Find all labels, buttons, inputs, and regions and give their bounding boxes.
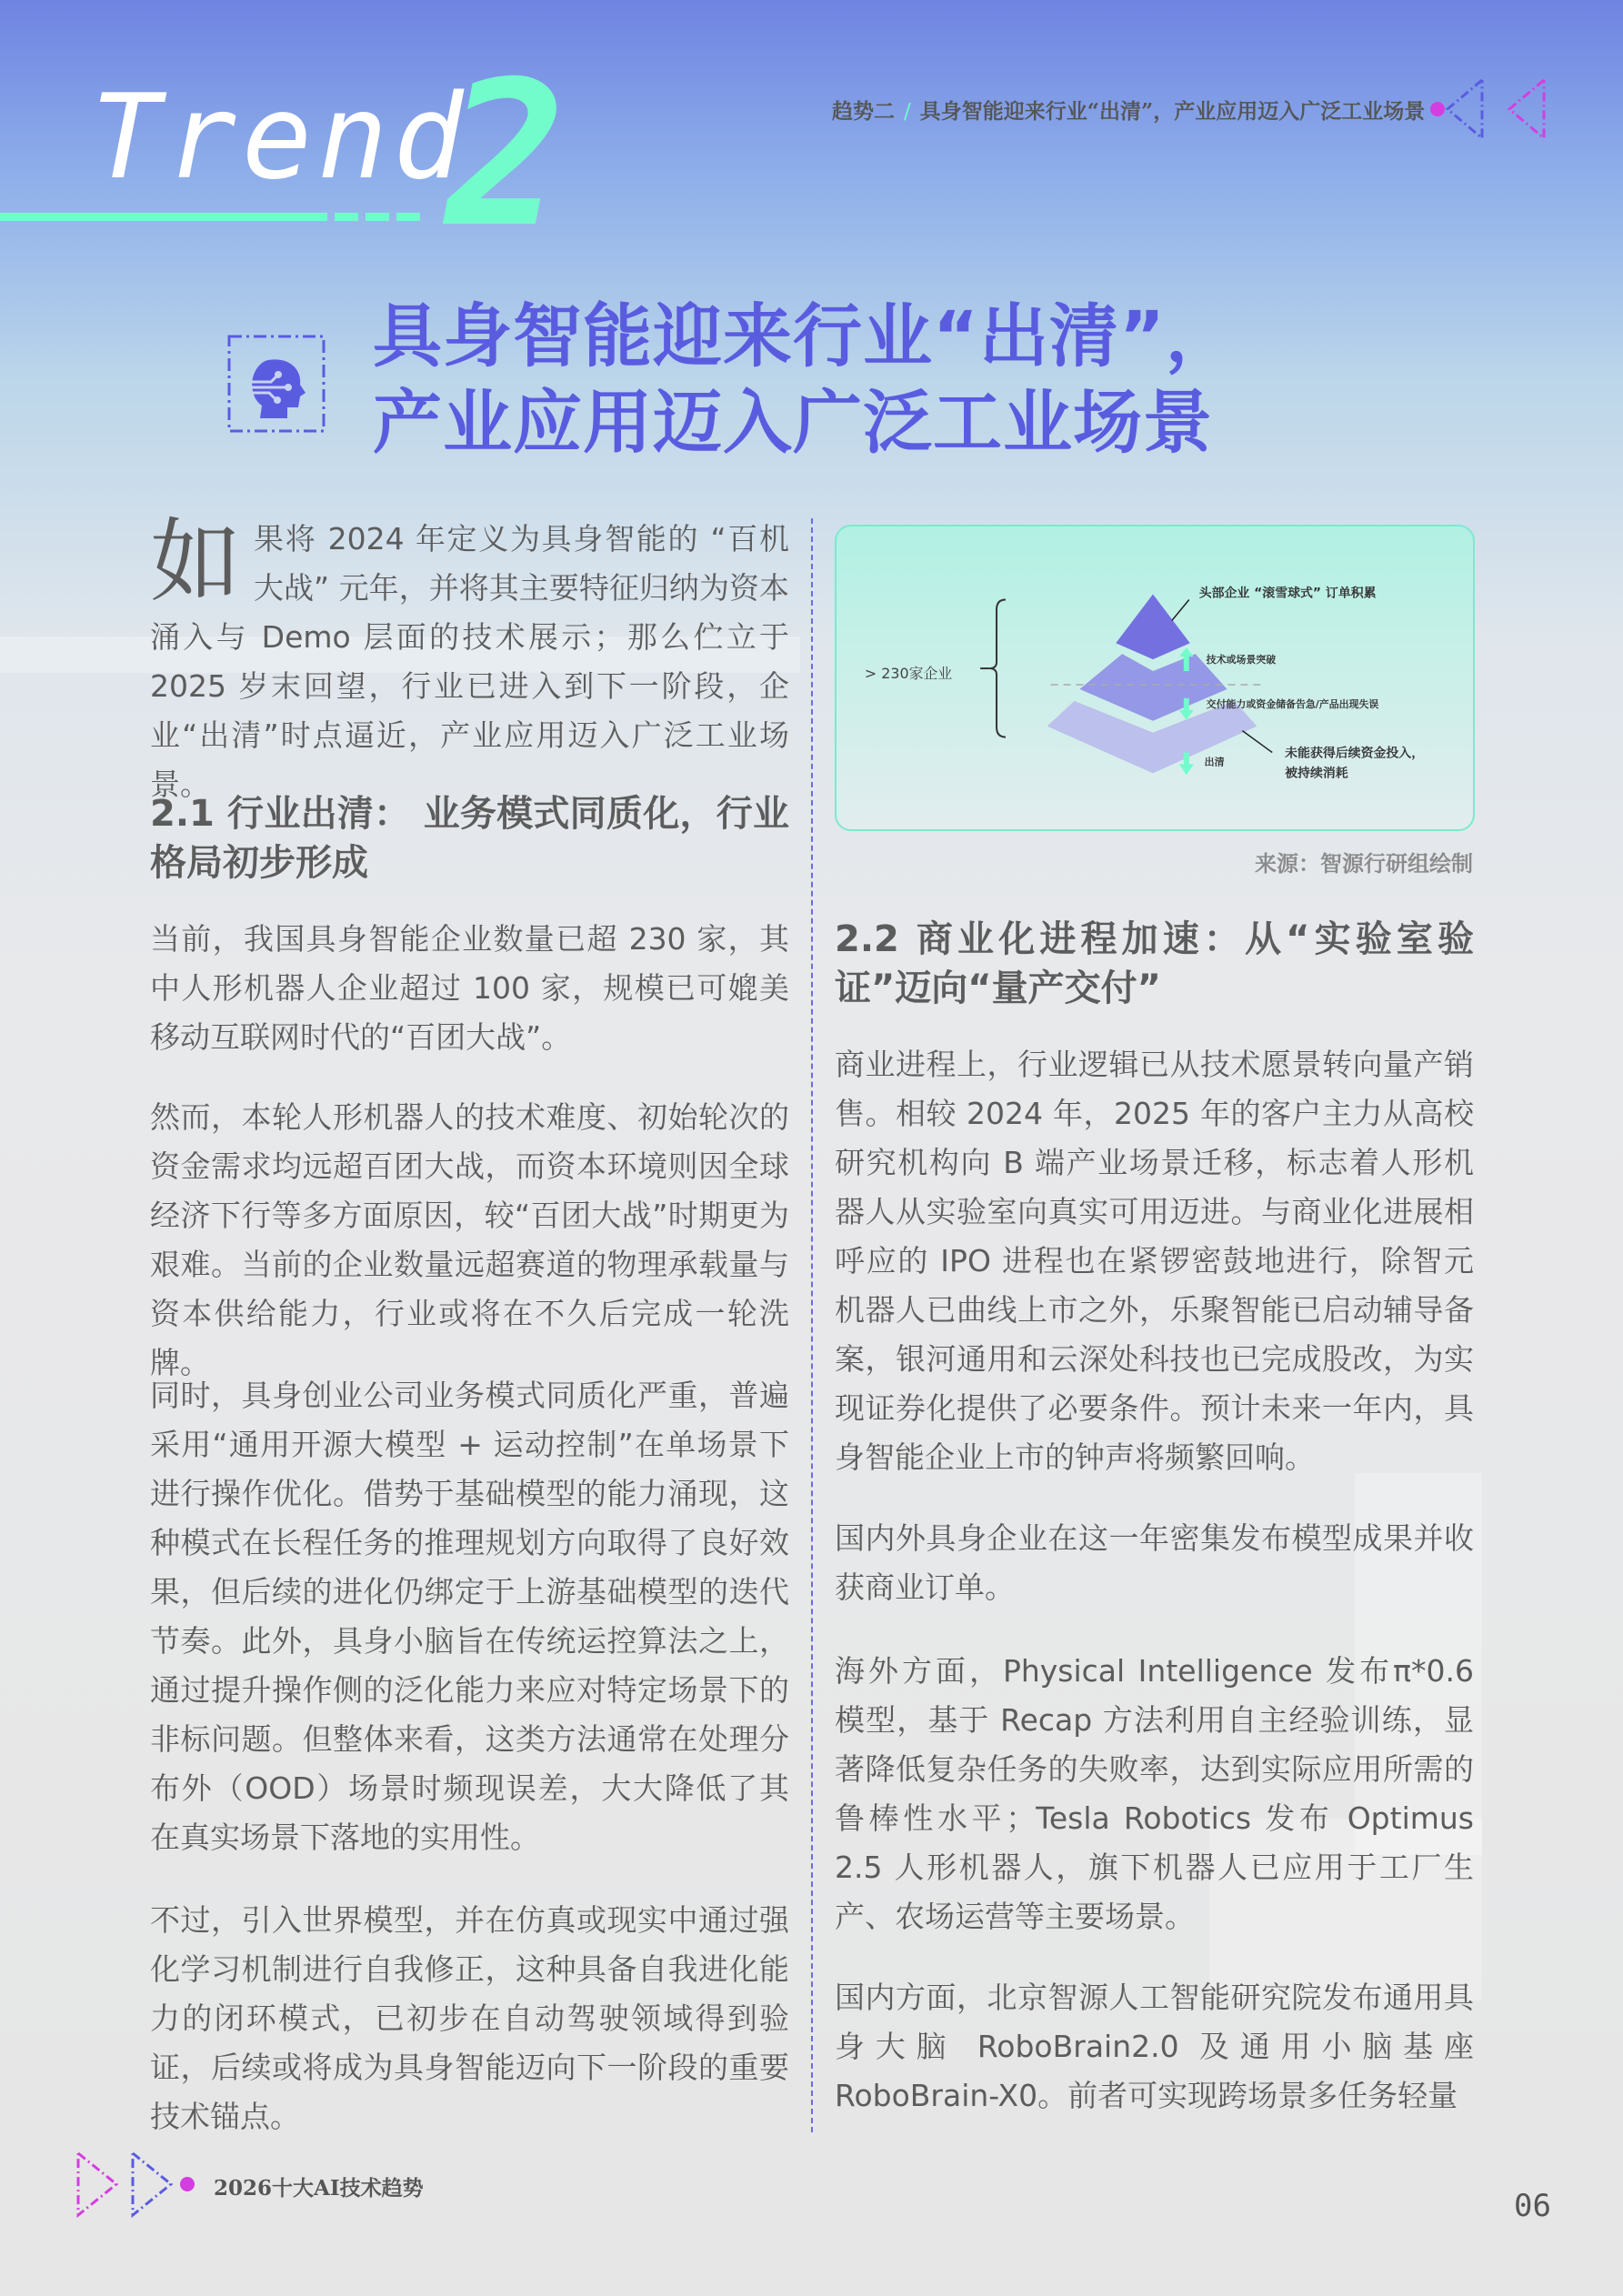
- page-title-line-1: 具身智能迎来行业“出清”，: [373, 296, 1236, 376]
- pyramid-top-tier: [1116, 595, 1190, 660]
- footer-report-title: 2026十大AI技术趋势: [214, 2176, 424, 2201]
- section-heading-2-1: 2.1 行业出清： 业务模式同质化，行业格局初步形成: [150, 793, 789, 884]
- column-divider: [811, 518, 813, 2132]
- paragraph: 同时，具身创业公司业务模式同质化严重，普遍采用“通用开源大模型 + 运动控制”在单场景下进行操作优化。借势于基础模型的能力涌现，这种模式在长程任务的推理规划方向取得了良好效果，但后续的进化仍绑定于上游基础模型的迭代节奏。此外，具身小脑旨在传统运控算法之上，通过提升操作侧的泛化能力来应对特定场景下的非标问题。但整体来看，这类方法通常在处理分布外（OOD）场景时频现误差，大大降低了其在真实场景下落地的实用性。: [150, 1378, 789, 1855]
- running-header: [832, 95, 1425, 125]
- pyramid-figure: [835, 525, 1475, 831]
- pyramid-middle-tier: [1079, 654, 1227, 721]
- page-number: 06: [1514, 2188, 1551, 2224]
- separator: /: [904, 100, 911, 124]
- intro-text: 果将 2024 年定义为具身智能的 “百机大战” 元年，并将其主要特征归纳为资本涌入与 Demo 层面的技术展示；那么伫立于 2025 岁末回望，行业已进入到下一阶段，企业“出清”时点逼近，产业应用迈入广泛工业场景。: [150, 521, 789, 802]
- bracket-label: > 230家企业: [864, 664, 953, 682]
- paragraph: 当前，我国具身智能企业数量已超 230 家，其中人形机器人企业超过 100 家，规模已可媲美移动互联网时代的“百团大战”。: [150, 921, 789, 1055]
- exit-label: 出清: [1204, 756, 1225, 768]
- paragraph: 国内外具身企业在这一年密集发布模型成果并收获商业订单。: [835, 1520, 1474, 1605]
- side-label-2: 被持续消耗: [1285, 766, 1348, 781]
- paragraph: 海外方面，Physical Intelligence 发布π*0.6 模型，基于 Recap 方法利用自主经验训练，显著降低复杂任务的失败率，达到实际应用所需的鲁棒性水平；Tesla Robotics 发布 Optimus 2.5 人形机器人，旗下机器人已应用于工厂生产、农场运营等主要场景。: [835, 1653, 1474, 1934]
- header-underline: [0, 213, 327, 221]
- footer-arrow-icon: [75, 2150, 202, 2219]
- pyramid-diagram: [837, 526, 1473, 829]
- paragraph: 商业进程上，行业逻辑已从技术愿景转向量产销售。相较 2024 年，2025 年的客户主力从高校研究机构向 B 端产业场景迁移，标志着人形机器人从实验室向真实可用迈进。与商业化进展相呼应的 IPO 进程也在紧锣密鼓地进行，除智元机器人已曲线上市之外，乐聚智能已启动辅导备案，银河通用和云深处科技也已完成股改，为实现证券化提供了必要条件。预计未来一年内，具身智能企业上市的钟声将频繁回响。: [835, 1047, 1474, 1475]
- drop-cap: 如: [150, 508, 241, 615]
- leader-line: [1172, 600, 1189, 621]
- section-title: 具身智能迎来行业“出清”，产业应用迈入广泛工业场景: [919, 99, 1426, 124]
- down-label: 交付能力或资金储备告急/产品出现失误: [1206, 697, 1379, 710]
- trend-word: Trend: [91, 70, 469, 206]
- paragraph: 然而，本轮人形机器人的技术难度、初始轮次的资金需求均远超百团大战，而资本环境则因全球经济下行等多方面原因，较“百团大战”时期更为艰难。当前的企业数量远超赛道的物理承载量与资本供给能力，行业或将在不久后完成一轮洗牌。: [150, 1099, 789, 1380]
- up-label: 技术或场景突破: [1206, 654, 1277, 667]
- intro-paragraph: [150, 508, 789, 809]
- arrow-decoration-icon: [1428, 73, 1546, 145]
- header-underline-dashed: [335, 213, 426, 221]
- page-title-line-2: 产业应用迈入广泛工业场景: [373, 382, 1213, 463]
- figure-source: 来源：智源行研组绘制: [1255, 851, 1473, 877]
- paragraph: 国内方面，北京智源人工智能研究院发布通用具身大脑 RoboBrain2.0 及通用小脑基座 RoboBrain-X0。前者可实现跨场景多任务轻量: [835, 1980, 1474, 2113]
- page-title: [373, 293, 1236, 466]
- paragraph: 不过，引入世界模型，并在仿真或现实中通过强化学习机制进行自我修正，这种具备自我进化能力的闭环模式，已初步在自动驾驶领域得到验证，后续或将成为具身智能迈向下一阶段的重要技术锚点。: [150, 1902, 789, 2134]
- ai-head-icon: [227, 335, 327, 435]
- trend-number: 2: [446, 38, 566, 271]
- top-tier-label: 头部企业 “滚雪球式” 订单积累: [1198, 586, 1377, 601]
- brace-icon: [989, 600, 1006, 737]
- section-label: 趋势二: [832, 99, 895, 124]
- side-label-1: 未能获得后续资金投入，: [1285, 746, 1425, 761]
- section-heading-2-2: 2.2 商业化进程加速：从“实验室验证”迈向“量产交付”: [835, 918, 1474, 1009]
- leader-line: [1242, 731, 1272, 753]
